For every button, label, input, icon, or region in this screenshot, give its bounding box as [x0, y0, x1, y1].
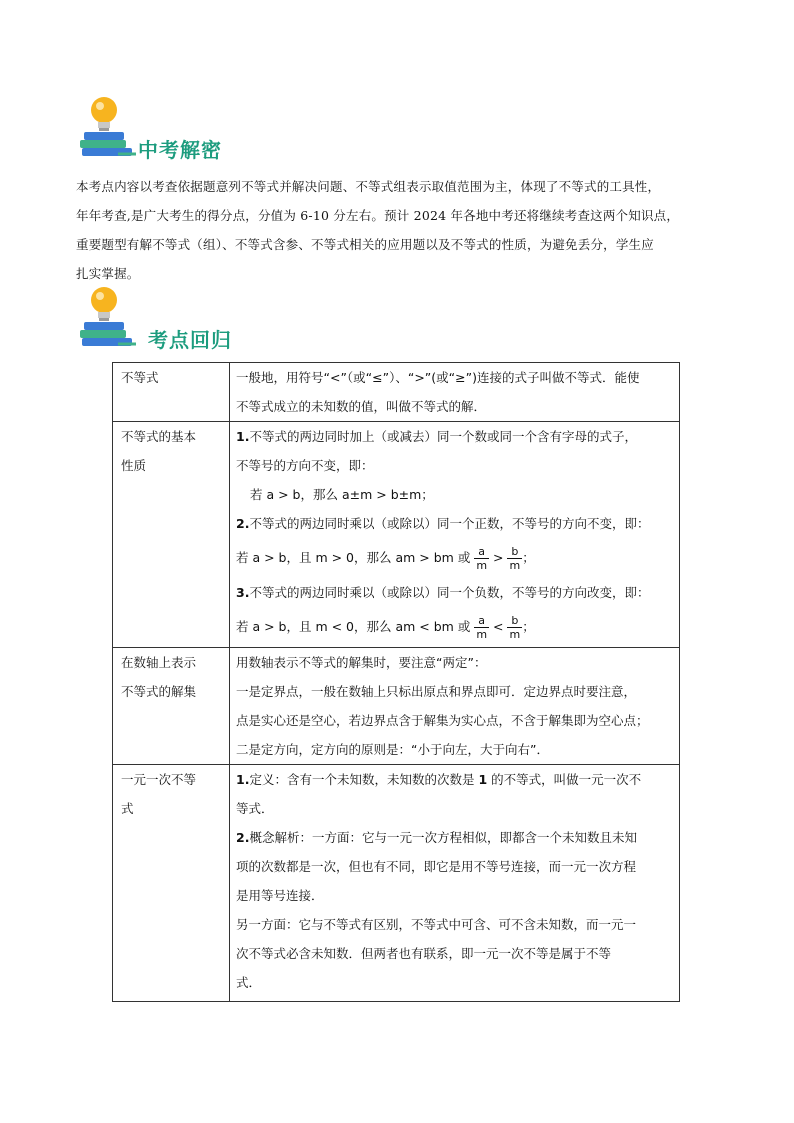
- term-label: 不等式的基本: [121, 429, 197, 444]
- definition-line: 次不等式必含未知数．但两者也有联系，即一元一次不等是属于不等: [236, 946, 612, 961]
- item-number: 1.: [236, 429, 250, 444]
- definition-cell: [230, 648, 680, 765]
- item-text: 不等式的两边同时乘以（或除以）同一个负数，不等号的方向改变，即：: [249, 585, 650, 600]
- section-title: 中考解密: [138, 138, 222, 162]
- intro-line: 本考点内容以考查依据题意列不等式并解决问题、不等式组表示取值范围为主，体现了不等式的工具性，: [76, 179, 661, 194]
- fraction-b-over-m: $\frac{b}{m}$: [509, 545, 521, 572]
- definition-line: 点是实心还是空心，若边界点含于解集为实心点，不含于解集即为空心点；: [236, 713, 649, 728]
- definition-cell: [230, 422, 680, 648]
- formula-line: 若 a > b，那么 a±m > b±m；: [250, 487, 434, 502]
- definition-line: [236, 422, 673, 451]
- intro-line: 年年考查,是广大考生的得分点，分值为 6-10 分左右。预计 2024 年各地中考还将继续考查这两个知识点，: [76, 208, 680, 223]
- item-text: 不等式的两边同时乘以（或除以）同一个正数，不等号的方向不变，即：: [249, 516, 650, 531]
- definition-line: 另一方面：它与不等式有区别，不等式中可含、可不含未知数，而一元一: [236, 917, 637, 932]
- term-label: 在数轴上表示: [121, 655, 197, 670]
- definition-cell: [230, 765, 680, 1002]
- definition-line: [236, 509, 673, 538]
- definition-line: 等式．: [236, 801, 274, 816]
- term-cell: [113, 648, 230, 765]
- knowledge-table: [112, 362, 680, 1002]
- section-heading-key-points: [78, 286, 378, 352]
- table-row: [113, 765, 680, 1002]
- fraction-a-over-m: $\frac{a}{m}$: [476, 614, 488, 641]
- intro-line: 扎实掌握。: [76, 266, 140, 281]
- definition-line: 是用等号连接．: [236, 888, 324, 903]
- inequality-operator: <: [493, 619, 504, 634]
- intro-paragraph: [76, 172, 718, 288]
- formula-text: 若 a > b，且 m > 0，那么 am > bm 或: [236, 550, 471, 565]
- term-cell: [113, 363, 230, 422]
- lightbulb-books-icon: [78, 286, 136, 348]
- definition-line: 一是定界点，一般在数轴上只标出原点和界点即可．定边界点时要注意，: [236, 684, 637, 699]
- item-number: 2.: [236, 830, 250, 845]
- formula-line: 若 a > b，且 m < 0，那么 am < bm 或 $\frac{a}{m}$ < $\frac{b}{m}$ ；: [236, 614, 535, 641]
- formula-text: 若 a > b，且 m < 0，那么 am < bm 或: [236, 619, 471, 634]
- table-row: [113, 648, 680, 765]
- item-number: 2.: [236, 516, 250, 531]
- section-heading-exam-decode: [78, 96, 378, 162]
- term-label: 不等式: [121, 370, 159, 385]
- fraction-a-over-m: $\frac{a}{m}$: [476, 545, 488, 572]
- inequality-operator: >: [493, 550, 504, 565]
- term-label: 一元一次不等: [121, 772, 197, 787]
- item-text: 不等式的两边同时加上（或减去）同一个数或同一个含有字母的式子，: [249, 429, 637, 444]
- intro-line: 重要题型有解不等式（组）、不等式含参、不等式相关的应用题以及不等式的性质，为避免丢分，学生应: [76, 237, 654, 252]
- table-row: [113, 363, 680, 422]
- fraction-b-over-m: $\frac{b}{m}$: [509, 614, 521, 641]
- definition-line: 式．: [236, 975, 262, 990]
- term-label: 式: [121, 801, 134, 816]
- formula-line: 若 a > b，且 m > 0，那么 am > bm 或 $\frac{a}{m}$ > $\frac{b}{m}$ ；: [236, 545, 535, 572]
- definition-line: 1.定义：含有一个未知数，未知数的次数是 1 的不等式，叫做一元一次不: [236, 772, 642, 787]
- definition-line: 2.概念解析：一方面：它与一元一次方程相似，即都含一个未知数且未知: [236, 830, 637, 845]
- definition-line: 不等式成立的未知数的值，叫做不等式的解．: [236, 399, 487, 414]
- definition-line: 项的次数都是一次，但也有不同，即它是用不等号连接，而一元一次方程: [236, 859, 637, 874]
- term-label: 性质: [121, 458, 147, 473]
- lightbulb-books-icon: [78, 96, 136, 158]
- definition-cell: [230, 363, 680, 422]
- table-row: [113, 422, 680, 648]
- definition-line: 用数轴表示不等式的解集时，要注意“两定”：: [236, 655, 487, 670]
- term-cell: [113, 422, 230, 648]
- item-number: 3.: [236, 585, 250, 600]
- section-title: 考点回归: [148, 328, 232, 352]
- term-label: 不等式的解集: [121, 684, 197, 699]
- definition-line: [236, 578, 673, 607]
- definition-line: 不等号的方向不变，即：: [236, 458, 374, 473]
- term-cell: [113, 765, 230, 1002]
- definition-line: 二是定方向，定方向的原则是：“小于向左，大于向右”．: [236, 742, 549, 757]
- definition-line: 一般地，用符号“<”（或“≤”）、“>”(或“≥”)连接的式子叫做不等式．能使: [236, 370, 640, 385]
- item-number: 1.: [236, 772, 250, 787]
